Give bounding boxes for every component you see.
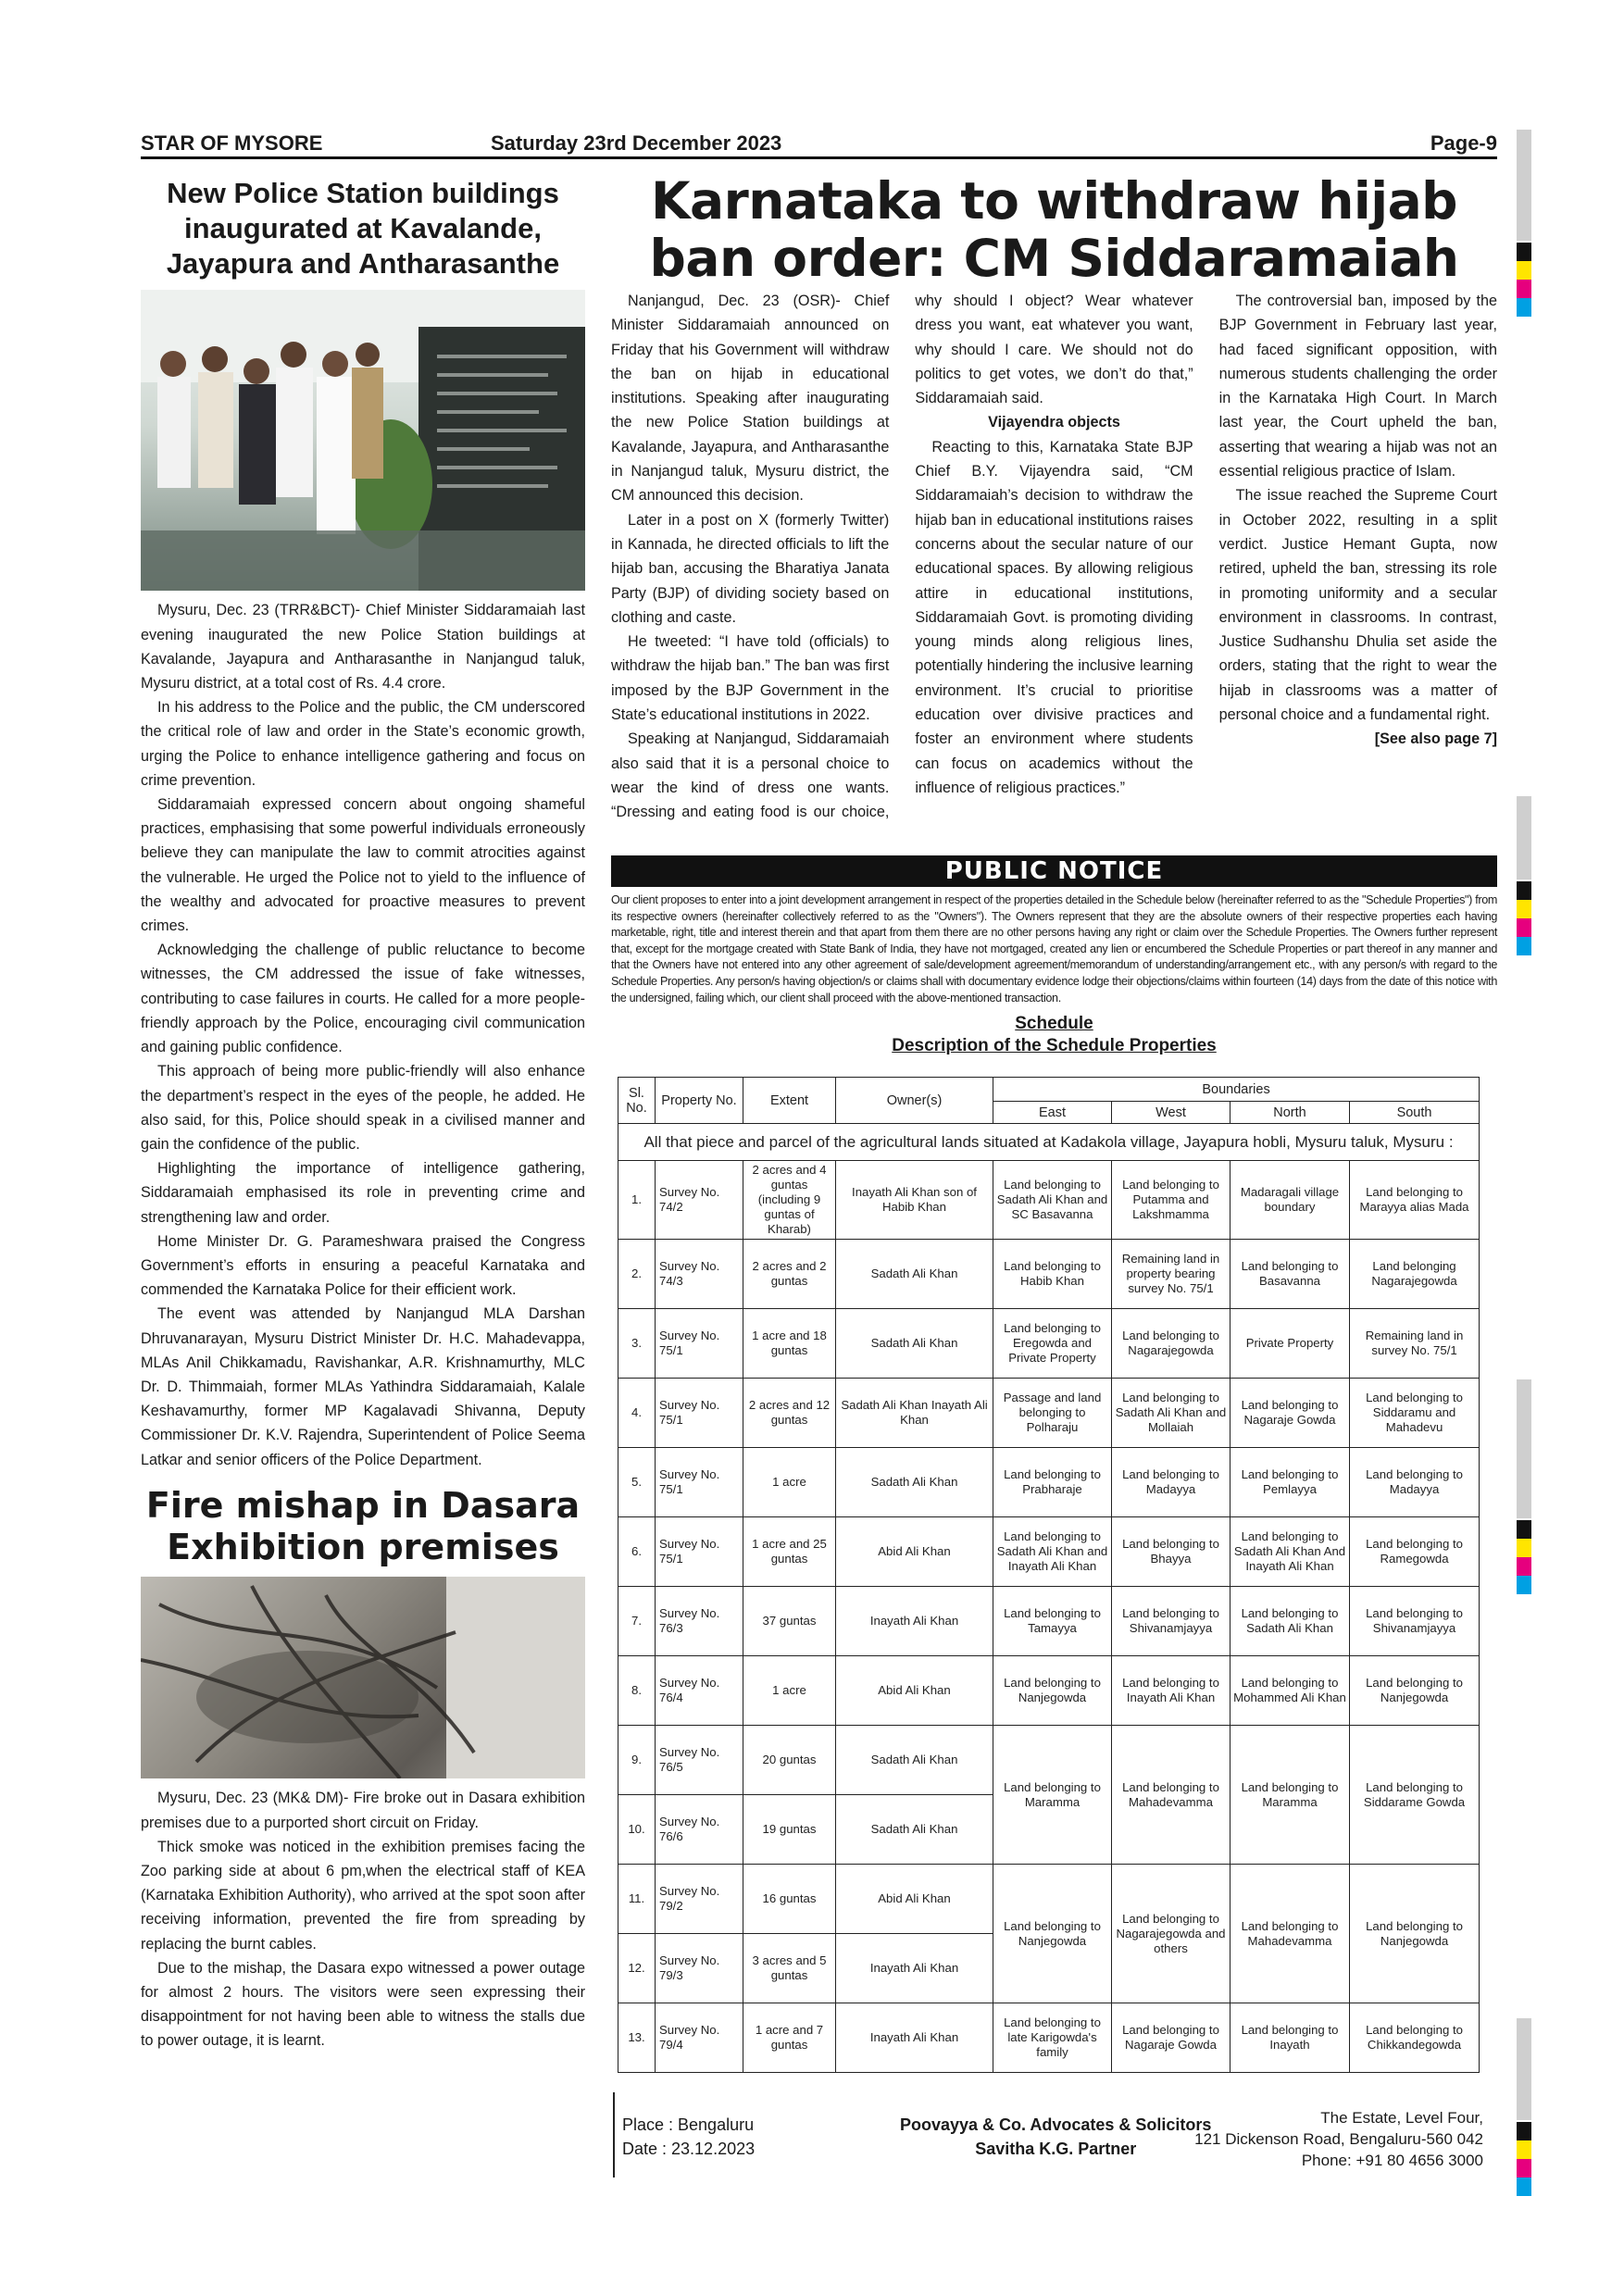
swatch-black xyxy=(1517,881,1531,900)
article-paragraph: Reacting to this, Karnataka State BJP Chief B.Y. Vijayendra said, “CM Siddaramaiah’s decision to withdraw the hijab ban in educational institutions raises concerns about the secular nature of our educational spaces. By allowing religious attire in educational institutions, Siddaramaiah Govt. is promoting dividing young minds along religious lines, potentially hindering the inclusive learning environment. It’s crucial to prioritise education over divisive practices and foster an environment where students can focus on academics without the influence of religious practices.” xyxy=(915,438,1193,796)
cell-property: Survey No. 76/4 xyxy=(656,1656,743,1726)
cell-owner: Sadath Ali Khan Inayath Ali Khan xyxy=(836,1379,993,1448)
page-number: Page-9 xyxy=(1430,131,1497,155)
cell-south: Land belonging to Nanjegowda xyxy=(1350,1656,1480,1726)
cell-east: Land belonging to Prabharaje xyxy=(993,1448,1112,1517)
main-headline: Karnataka to withdraw hijab ban order: CM Siddaramaiah xyxy=(649,171,1459,288)
cell-south: Land belonging to Marayya alias Mada xyxy=(1350,1161,1480,1240)
cell-south: Land belonging to Nanjegowda xyxy=(1350,1865,1480,2003)
paper-name: STAR OF MYSORE xyxy=(141,131,323,155)
police-paragraph: Highlighting the importance of intelligence gathering, Siddaramaiah emphasised its role in preventing crime and strengthening law and order. xyxy=(141,1160,585,1226)
margin-bar-top xyxy=(1517,130,1531,241)
cell-sl: 11. xyxy=(618,1865,656,1934)
cell-extent: 3 acres and 5 guntas xyxy=(743,1934,836,2003)
cell-extent: 2 acres and 2 guntas xyxy=(743,1240,836,1309)
table-row xyxy=(618,1448,1480,1517)
police-paragraph: Mysuru, Dec. 23 (TRR&BCT)- Chief Minister Siddaramaiah last evening inaugurated the new Police Station buildings at Kavalande, Jayapura and Antharasanthe in Nanjangud taluk, Mysuru district, at a total cost of Rs. 4.4 crore. xyxy=(141,602,585,693)
table-row xyxy=(618,2003,1480,2073)
header-east: East xyxy=(993,1102,1112,1124)
left-column xyxy=(141,176,585,2053)
fire-paragraph: Mysuru, Dec. 23 (MK& DM)- Fire broke out in Dasara exhibition premises due to a purported short circuit on Friday. xyxy=(141,1790,585,1831)
cell-north: Land belonging to Maramma xyxy=(1230,1726,1350,1865)
article-paragraph: The controversial ban, imposed by the BJP Government in February last year, had faced significant opposition, with numerous students challenging the order in the Karnataka High Court. In March last year, the Court upheld the ban, asserting that wearing a hijab was not an essential religious practice of Islam. xyxy=(1218,293,1497,480)
cell-owner: Sadath Ali Khan xyxy=(836,1448,993,1517)
swatch-cyan xyxy=(1517,2177,1531,2196)
cell-owner: Abid Ali Khan xyxy=(836,1865,993,1934)
cell-owner: Inayath Ali Khan son of Habib Khan xyxy=(836,1161,993,1240)
cell-north: Land belonging to Inayath xyxy=(1230,2003,1350,2073)
article-paragraph: Later in a post on X (formerly Twitter) in Kannada, he directed officials to lift the hijab ban, accusing the Bharatiya Janata Party (BJP) of dividing society based on clothing and caste. xyxy=(611,511,890,626)
police-paragraph: In his address to the Police and the public, the CM underscored the critical role of law and order in the State’s economic growth, urging the Police to enhance intelligence gathering and focus on crime prevention. xyxy=(141,699,585,789)
cell-owner: Inayath Ali Khan xyxy=(836,1587,993,1656)
cell-sl: 13. xyxy=(618,2003,656,2073)
notice-footer xyxy=(622,2109,1483,2172)
swatch-magenta xyxy=(1517,1557,1531,1576)
cell-sl: 12. xyxy=(618,1934,656,2003)
cell-south: Land belonging Nagarajegowda xyxy=(1350,1240,1480,1309)
cell-east: Land belonging to Maramma xyxy=(993,1726,1112,1865)
cell-sl: 4. xyxy=(618,1379,656,1448)
header-south: South xyxy=(1350,1102,1480,1124)
cell-west: Land belonging to Nagaraje Gowda xyxy=(1112,2003,1230,2073)
cell-south: Land belonging to Madayya xyxy=(1350,1448,1480,1517)
fire-story-headline: Fire mishap in Dasara Exhibition premises xyxy=(145,1484,581,1567)
cell-property: Survey No. 75/1 xyxy=(656,1448,743,1517)
cell-extent: 2 acres and 12 guntas xyxy=(743,1379,836,1448)
article-subhead: Vijayendra objects xyxy=(988,414,1120,431)
header-owners: Owner(s) xyxy=(836,1078,993,1124)
cell-sl: 6. xyxy=(618,1517,656,1587)
cell-east: Land belonging to Sadath Ali Khan and SC Basavanna xyxy=(993,1161,1112,1240)
swatch-black xyxy=(1517,243,1531,261)
schedule-description: Description of the Schedule Properties xyxy=(892,1036,1217,1056)
cell-property: Survey No. 75/1 xyxy=(656,1379,743,1448)
cell-property: Survey No. 76/5 xyxy=(656,1726,743,1795)
cell-property: Survey No. 75/1 xyxy=(656,1309,743,1379)
cell-east: Land belonging to Eregowda and Private Property xyxy=(993,1309,1112,1379)
article-paragraph: Nanjangud, Dec. 23 (OSR)- Chief Minister Siddaramaiah announced on Friday that his Government will withdraw the ban on hijab in educational institutions. Speaking after inaugurating the new Police Station buildings at Kavalande, Jayapura, and Antharasanthe in Nanjangud taluk, Mysuru district, the CM announced this decision. xyxy=(611,293,890,505)
police-story-body xyxy=(141,598,585,1471)
cell-south: Land belonging to Shivanamjayya xyxy=(1350,1587,1480,1656)
cell-west: Land belonging to Madayya xyxy=(1112,1448,1230,1517)
cell-south: Land belonging to Chikkandegowda xyxy=(1350,2003,1480,2073)
cell-sl: 10. xyxy=(618,1795,656,1865)
header-boundaries: Boundaries xyxy=(993,1078,1480,1102)
swatch-magenta xyxy=(1517,2159,1531,2177)
cell-north: Private Property xyxy=(1230,1309,1350,1379)
notice-title: PUBLIC NOTICE xyxy=(611,855,1497,887)
firm-address xyxy=(1194,2107,1483,2171)
table-row xyxy=(618,1517,1480,1587)
cell-north: Madaragali village boundary xyxy=(1230,1161,1350,1240)
partner-name: Savitha K.G. Partner xyxy=(975,2140,1137,2158)
cell-extent: 16 guntas xyxy=(743,1865,836,1934)
cell-north: Land belonging to Sadath Ali Khan And Inayath Ali Khan xyxy=(1230,1517,1350,1587)
swatch-yellow xyxy=(1517,261,1531,280)
margin-bar-low xyxy=(1517,1379,1531,1518)
cell-north: Land belonging to Basavanna xyxy=(1230,1240,1350,1309)
swatch-cyan xyxy=(1517,1576,1531,1594)
cell-east: Land belonging to Sadath Ali Khan and Inayath Ali Khan xyxy=(993,1517,1112,1587)
swatch-black xyxy=(1517,1520,1531,1539)
table-row xyxy=(618,1587,1480,1656)
header-west: West xyxy=(1112,1102,1230,1124)
cell-extent: 20 guntas xyxy=(743,1726,836,1795)
cell-north: Land belonging to Mahadevamma xyxy=(1230,1865,1350,2003)
fire-paragraph: Due to the mishap, the Dasara expo witnessed a power outage for almost 2 hours. The visitors were seen expressing their disappointment for not having been able to witness the stalls due to power outage, it is learnt. xyxy=(141,1959,585,2050)
margin-bar-bottom xyxy=(1517,2018,1531,2120)
cell-property: Survey No. 74/3 xyxy=(656,1240,743,1309)
cell-extent: 1 acre xyxy=(743,1448,836,1517)
police-paragraph: The event was attended by Nanjangud MLA Darshan Dhruvanarayan, Mysuru District Minister Dr. H.C. Mahadevappa, MLAs Anil Chikkamadu, Ravishankar, A.R. Krishnamurthy, MLC Dr. D. Thimmaiah, former MLAs Yathindra Siddaramaiah, Kalale Keshavamurthy, former MP Kagalavadi Shivanna, Deputy Commissioner Dr. K.V. Rajendra, Superintendent of Police Seema Latkar and senior officers of the Police Department. xyxy=(141,1305,585,1468)
cell-extent: 1 acre xyxy=(743,1656,836,1726)
police-paragraph: Home Minister Dr. G. Parameshwara praised the Congress Government’s efforts in ensuring a peaceful Karnataka and commended the Karnataka Police for their efficient work. xyxy=(141,1232,585,1299)
table-row xyxy=(618,1379,1480,1448)
cell-owner: Sadath Ali Khan xyxy=(836,1309,993,1379)
swatch-cyan xyxy=(1517,937,1531,955)
cell-sl: 1. xyxy=(618,1161,656,1240)
police-paragraph: Acknowledging the challenge of public reluctance to become witnesses, the CM addressed the issue of fake witnesses, contributing to case failures in courts. He called for a more people-friendly approach by the Police, encouraging civil communication and gaining public confidence. xyxy=(141,942,585,1056)
cell-north: Land belonging to Nagaraje Gowda xyxy=(1230,1379,1350,1448)
cell-west: Land belonging to Bhayya xyxy=(1112,1517,1230,1587)
cell-sl: 7. xyxy=(618,1587,656,1656)
cell-sl: 9. xyxy=(618,1726,656,1795)
cell-property: Survey No. 75/1 xyxy=(656,1517,743,1587)
cell-property: Survey No. 79/2 xyxy=(656,1865,743,1934)
swatch-yellow xyxy=(1517,2140,1531,2159)
notice-place: Place : Bengaluru xyxy=(622,2115,755,2134)
cell-west: Land belonging to Nagarajegowda and others xyxy=(1112,1865,1230,2003)
cell-east: Land belonging to Nanjegowda xyxy=(993,1656,1112,1726)
cell-sl: 2. xyxy=(618,1240,656,1309)
cell-owner: Inayath Ali Khan xyxy=(836,1934,993,2003)
location-row: All that piece and parcel of the agricultural lands situated at Kadakola village, Jayapura hobli, Mysuru taluk, Mysuru : xyxy=(618,1124,1480,1161)
cell-extent: 1 acre and 7 guntas xyxy=(743,2003,836,2073)
cell-property: Survey No. 76/6 xyxy=(656,1795,743,1865)
address-line: 121 Dickenson Road, Bengaluru-560 042 xyxy=(1194,2130,1483,2148)
cell-owner: Sadath Ali Khan xyxy=(836,1795,993,1865)
place-date xyxy=(622,2113,755,2161)
cell-sl: 3. xyxy=(618,1309,656,1379)
margin-bar-mid xyxy=(1517,796,1531,880)
cell-north: Land belonging to Sadath Ali Khan xyxy=(1230,1587,1350,1656)
cell-east: Land belonging to Tamayya xyxy=(993,1587,1112,1656)
swatch-yellow xyxy=(1517,900,1531,918)
cell-property: Survey No. 79/3 xyxy=(656,1934,743,2003)
see-also-link[interactable]: [See also page 7] xyxy=(1374,730,1497,748)
cell-south: Land belonging to Siddaramu and Mahadevu xyxy=(1350,1379,1480,1448)
fire-paragraph: Thick smoke was noticed in the exhibition premises facing the Zoo parking side at about 6 pm,when the electrical staff of KEA (Karnataka Exhibition Authority), who arrived at the spot soon after receiving information, prevented the fire from spreading by replacing the burnt cables. xyxy=(141,1838,585,1953)
photo-illustration xyxy=(141,1577,585,1778)
swatch-magenta xyxy=(1517,918,1531,937)
cell-extent: 19 guntas xyxy=(743,1795,836,1865)
cell-property: Survey No. 79/4 xyxy=(656,2003,743,2073)
header-property: Property No. xyxy=(656,1078,743,1124)
notice-left-rule xyxy=(613,2092,615,2177)
cell-owner: Inayath Ali Khan xyxy=(836,2003,993,2073)
swatch-yellow xyxy=(1517,1539,1531,1557)
schedule-label: Schedule xyxy=(1015,1014,1093,1034)
notice-date: Date : 23.12.2023 xyxy=(622,2140,756,2158)
cell-west: Remaining land in property bearing survey No. 75/1 xyxy=(1112,1240,1230,1309)
cell-owner: Sadath Ali Khan xyxy=(836,1726,993,1795)
hijab-article xyxy=(611,289,1497,844)
swatch-black xyxy=(1517,2122,1531,2140)
cell-east: Land belonging to Habib Khan xyxy=(993,1240,1112,1309)
police-paragraph: Siddaramaiah expressed concern about ongoing shameful practices, emphasising that some powerful individuals erroneously believe they can manipulate the law to commit atrocities against the vulnerable. He urged the Police not to yield to the influence of the wealthy and advocated for proactive measures to prevent crimes. xyxy=(141,796,585,935)
phone-number: Phone: +91 80 4656 3000 xyxy=(1301,2152,1483,2169)
cell-property: Survey No. 76/3 xyxy=(656,1587,743,1656)
article-paragraph: He tweeted: “I have told (officials) to withdraw the hijab ban.” The ban was first imposed by the BJP Government in the State’s educational institutions in 2022. xyxy=(611,633,890,724)
swatch-cyan xyxy=(1517,298,1531,317)
issue-date: Saturday 23rd December 2023 xyxy=(491,131,782,155)
schedule-table xyxy=(618,1077,1480,2073)
cell-extent: 37 guntas xyxy=(743,1587,836,1656)
cell-owner: Sadath Ali Khan xyxy=(836,1240,993,1309)
cell-south: Land belonging to Ramegowda xyxy=(1350,1517,1480,1587)
cell-west: Land belonging to Putamma and Lakshmamma xyxy=(1112,1161,1230,1240)
cell-sl: 8. xyxy=(618,1656,656,1726)
cell-west: Land belonging to Inayath Ali Khan xyxy=(1112,1656,1230,1726)
article-paragraph: The issue reached the Supreme Court in October 2022, resulting in a split verdict. Justice Hemant Gupta, now retired, upheld the ban, stressing its role in promoting uniformity and a secular environment in classrooms. In contrast, Justice Sudhanshu Dhulia set aside the orders, stating that the right to wear the hijab in classrooms was a matter of personal choice and a fundamental right. xyxy=(1218,487,1497,724)
table-row xyxy=(618,1161,1480,1240)
cell-east: Passage and land belonging to Polharaju xyxy=(993,1379,1112,1448)
fire-damage-photo xyxy=(141,1577,585,1778)
cell-west: Land belonging to Sadath Ali Khan and Mollaiah xyxy=(1112,1379,1230,1448)
cell-east: Land belonging to Nanjegowda xyxy=(993,1865,1112,2003)
cell-extent: 1 acre and 18 guntas xyxy=(743,1309,836,1379)
cell-extent: 2 acres and 4 guntas (including 9 guntas of Kharab) xyxy=(743,1161,836,1240)
cell-west: Land belonging to Shivanamjayya xyxy=(1112,1587,1230,1656)
cell-south: Land belonging to Siddarame Gowda xyxy=(1350,1726,1480,1865)
fire-story-body xyxy=(141,1786,585,2053)
police-inauguration-photo xyxy=(141,290,585,591)
cell-west: Land belonging to Nagarajegowda xyxy=(1112,1309,1230,1379)
law-firm: Poovayya & Co. Advocates & Solicitors xyxy=(900,2115,1212,2134)
photo-illustration xyxy=(141,290,585,591)
table-row xyxy=(618,1865,1480,1934)
police-paragraph: This approach of being more public-friendly will also enhance the department’s respect in the eyes of the people, he added. He also said, for this, Police should speak in a civilised manner and gain the confidence of the public. xyxy=(141,1063,585,1153)
cell-north: Land belonging to Mohammed Ali Khan xyxy=(1230,1656,1350,1726)
public-notice xyxy=(611,855,1497,1056)
police-story-headline: New Police Station buildings inaugurated at Kavalande, Jayapura and Antharasanthe xyxy=(166,177,560,280)
masthead xyxy=(141,130,1497,159)
header-extent: Extent xyxy=(743,1078,836,1124)
cell-south: Remaining land in survey No. 75/1 xyxy=(1350,1309,1480,1379)
address-line: The Estate, Level Four, xyxy=(1320,2109,1483,2127)
cell-property: Survey No. 74/2 xyxy=(656,1161,743,1240)
cell-west: Land belonging to Mahadevamma xyxy=(1112,1726,1230,1865)
table-row xyxy=(618,1656,1480,1726)
cell-extent: 1 acre and 25 guntas xyxy=(743,1517,836,1587)
signatory xyxy=(900,2113,1211,2161)
table-row xyxy=(618,1240,1480,1309)
header-north: North xyxy=(1230,1102,1350,1124)
notice-text: Our client proposes to enter into a joint development arrangement in respect of the properties detailed in the Schedule below (hereinafter referred to as the "Schedule Properties") from its respective owners (hereinafter collectively referred to as the "Owners"). The Owners represent that they are the absolute owners of their respective properties each having marketable, right, title and interest therein and that apart from them there are no other persons having any right or claim over the Schedule Properties. The Owners further represent that, except for the mortgage created with State Bank of India, they have not mortgaged, created any lien or encumbered the Schedule Properties or part thereof in any manner and that the Owners have not entered into any other agreement of sale/development agreement/memorandum of understanding/arrangement etc., with any person/s with regard to the Schedule Properties. Any person/s having objection/s or claims shall with documentary evidence lodge their objections/claims within fourteen (14) days from the date of this notice with the undersigned, failing which, our client shall proceed with the above-mentioned transaction. xyxy=(611,893,1497,1004)
cell-owner: Abid Ali Khan xyxy=(836,1517,993,1587)
table-row xyxy=(618,1726,1480,1795)
cell-owner: Abid Ali Khan xyxy=(836,1656,993,1726)
article-paragraph: Speaking at Nanjangud, Siddaramaiah also said that it is a personal choice to wear the kind of dress one wants. “Dressing and eating food is our choice, why should I object? Wear whatever dress you want, eat whatever you want, why should I care. We should not do politics to get votes, we don’t do that,” Siddaramaiah said. xyxy=(611,293,1193,821)
cell-north: Land belonging to Pemlayya xyxy=(1230,1448,1350,1517)
cell-sl: 5. xyxy=(618,1448,656,1517)
table-row xyxy=(618,1309,1480,1379)
cell-east: Land belonging to late Karigowda's family xyxy=(993,2003,1112,2073)
header-sl: Sl. No. xyxy=(618,1078,656,1124)
swatch-magenta xyxy=(1517,280,1531,298)
